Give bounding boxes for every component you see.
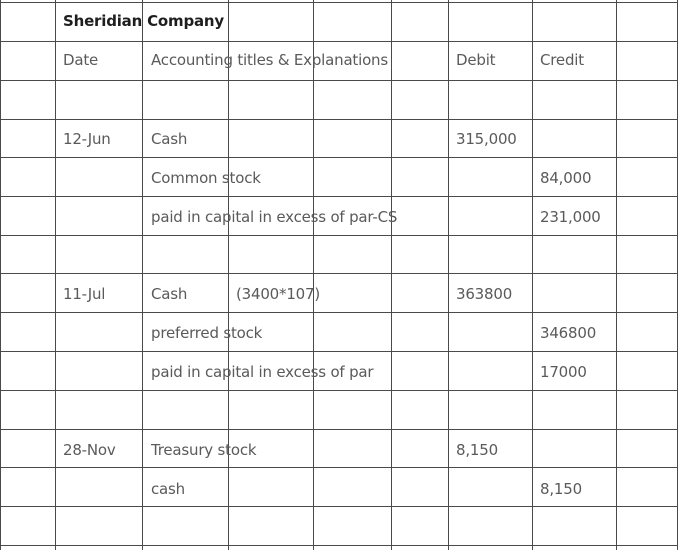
row-account-title: Treasury stock bbox=[151, 441, 257, 459]
grid-row-line bbox=[0, 545, 678, 546]
row-debit: 363800 bbox=[456, 285, 513, 303]
row-debit: 8,150 bbox=[456, 441, 498, 459]
company-name: Sheridian Company bbox=[63, 12, 224, 30]
row-account-title: Cash bbox=[151, 285, 188, 303]
grid-row-line bbox=[0, 273, 678, 274]
grid-row-line bbox=[0, 235, 678, 236]
header-debit: Debit bbox=[456, 51, 496, 69]
row-account-title: preferred stock bbox=[151, 324, 263, 342]
row-debit: 315,000 bbox=[456, 130, 517, 148]
row-note: (3400*107) bbox=[236, 285, 321, 303]
grid-row-line bbox=[0, 2, 678, 3]
row-account-title: cash bbox=[151, 480, 185, 498]
grid-row-line bbox=[0, 80, 678, 81]
grid-row-line bbox=[0, 390, 678, 391]
row-credit: 346800 bbox=[540, 324, 597, 342]
grid-row-line bbox=[0, 312, 678, 313]
row-date: 12-Jun bbox=[63, 130, 111, 148]
grid-row-line bbox=[0, 351, 678, 352]
header-credit: Credit bbox=[540, 51, 584, 69]
grid-row-line bbox=[0, 157, 678, 158]
row-account-title: Common stock bbox=[151, 169, 261, 187]
header-accounting-titles: Accounting titles & Explanations bbox=[151, 51, 388, 69]
row-credit: 17000 bbox=[540, 363, 587, 381]
grid-row-line bbox=[0, 119, 678, 120]
grid-row-line bbox=[0, 467, 678, 468]
grid-row-line bbox=[0, 196, 678, 197]
grid-row-line bbox=[0, 429, 678, 430]
row-account-title: paid in capital in excess of par bbox=[151, 363, 374, 381]
grid-row-line bbox=[0, 41, 678, 42]
row-credit: 84,000 bbox=[540, 169, 592, 187]
row-date: 11-Jul bbox=[63, 285, 106, 303]
grid-row-line bbox=[0, 506, 678, 507]
row-credit: 8,150 bbox=[540, 480, 582, 498]
row-credit: 231,000 bbox=[540, 208, 601, 226]
row-account-title: Cash bbox=[151, 130, 188, 148]
row-date: 28-Nov bbox=[63, 441, 116, 459]
row-account-title: paid in capital in excess of par-CS bbox=[151, 208, 398, 226]
header-date: Date bbox=[63, 51, 99, 69]
